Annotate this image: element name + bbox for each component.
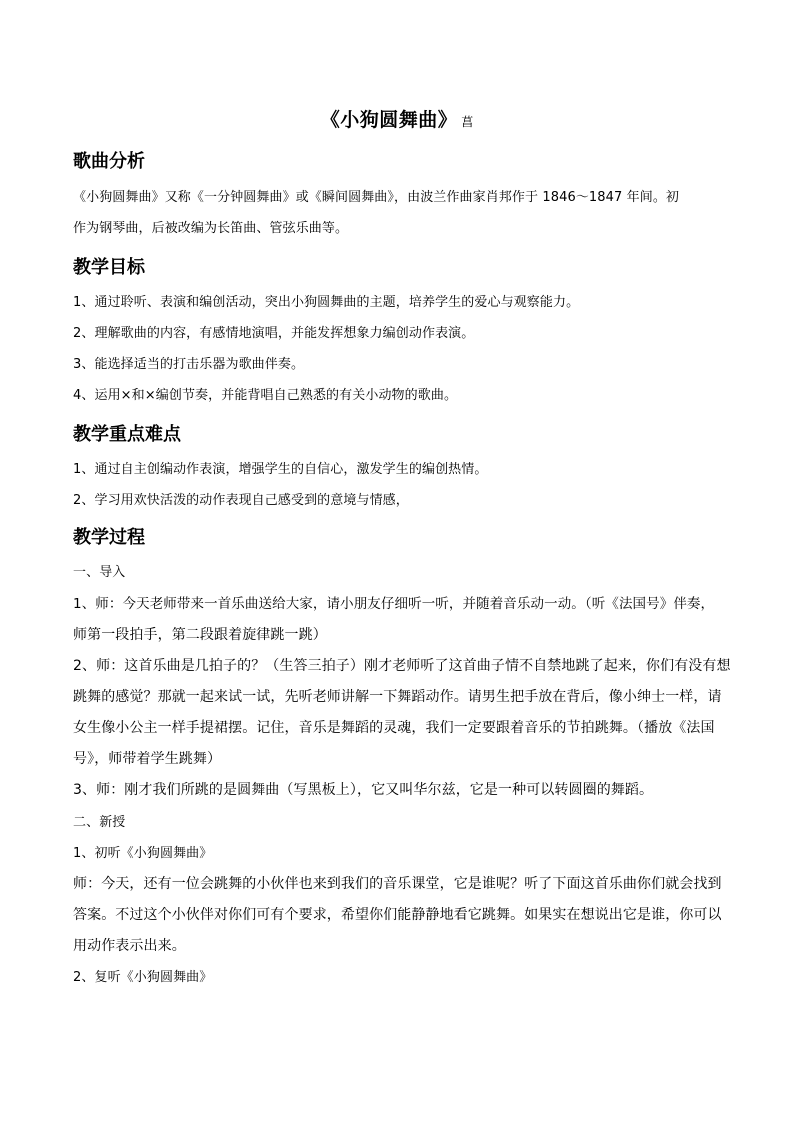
process-line-13: 用动作表示出来。 xyxy=(73,938,186,954)
process-line-5: 跳舞的感觉？那就一起来试一试，先听老师讲解一下舞蹈动作。请男生把手放在背后，像小绅士一样，请 xyxy=(73,689,722,705)
goal-item-1: 1、通过聆听、表演和编创活动，突出小狗圆舞曲的主题，培养学生的爱心与观察能力。 xyxy=(73,295,580,310)
section-heading-goals: 教学目标 xyxy=(73,257,145,278)
analysis-line-1: 《小狗圆舞曲》又称《一分钟圆舞曲》或《瞬间圆舞曲》，由波兰作曲家肖邦作于 1846～1847 年间。初 xyxy=(73,190,680,205)
key-point-item-2: 2、学习用欢快活泼的动作表现自己感受到的意境与情感， xyxy=(73,493,409,508)
goal-item-2: 2、理解歌曲的内容，有感情地演唱，并能发挥想象力编创动作表演。 xyxy=(73,326,475,341)
process-line-8: 3、师：刚才我们所跳的是圆舞曲（写黑板上），它又叫华尔兹，它是一种可以转圆圈的舞蹈。 xyxy=(73,782,654,798)
process-line-1: 一、导入 xyxy=(73,565,126,580)
title-mark: 菖 xyxy=(461,115,474,129)
process-line-14: 2、复听《小狗圆舞曲》 xyxy=(73,970,213,985)
process-line-3: 师第一段拍手，第二段跟着旋律跳一跳） xyxy=(73,627,327,643)
process-line-4: 2、师：这首乐曲是几拍子的？（生答三拍子）刚才老师听了这首曲子情不自禁地跳了起来，你们有没有想 xyxy=(73,658,731,674)
goal-item-3: 3、能选择适当的打击乐器为歌曲伴奏。 xyxy=(73,357,305,372)
key-point-item-1: 1、通过自主创编动作表演，增强学生的自信心，激发学生的编创热情。 xyxy=(73,462,488,477)
section-heading-analysis: 歌曲分析 xyxy=(73,151,145,172)
process-line-2: 1、师：今天老师带来一首乐曲送给大家，请小朋友仔细听一听，并随着音乐动一动。（听《法国号》伴奏， xyxy=(73,596,715,612)
process-line-9: 二、新授 xyxy=(73,815,126,830)
process-line-11: 师：今天，还有一位会跳舞的小伙伴也来到我们的音乐课堂，它是谁呢？听了下面这首乐曲你们就会找到 xyxy=(73,876,722,892)
section-heading-key-points: 教学重点难点 xyxy=(73,424,181,445)
section-heading-process: 教学过程 xyxy=(73,527,145,548)
analysis-line-2: 作为钢琴曲，后被改编为长笛曲、管弦乐曲等。 xyxy=(73,221,349,236)
title-row xyxy=(0,105,794,132)
goal-item-4: 4、运用×和×编创节奏，并能背唱自己熟悉的有关小动物的歌曲。 xyxy=(73,388,458,403)
page-title: 《小狗圆舞曲》 xyxy=(320,109,458,131)
process-line-12: 答案。不过这个小伙伴对你们可有个要求，希望你们能静静地看它跳舞。如果实在想说出它是谁，你可以 xyxy=(73,907,722,923)
process-line-10: 1、初听《小狗圆舞曲》 xyxy=(73,846,213,861)
process-line-6: 女生像小公主一样手提裙摆。记住，音乐是舞蹈的灵魂，我们一定要跟着音乐的节拍跳舞。（播放《法国 xyxy=(73,720,715,736)
process-line-7: 号》，师带着学生跳舞） xyxy=(73,751,222,767)
